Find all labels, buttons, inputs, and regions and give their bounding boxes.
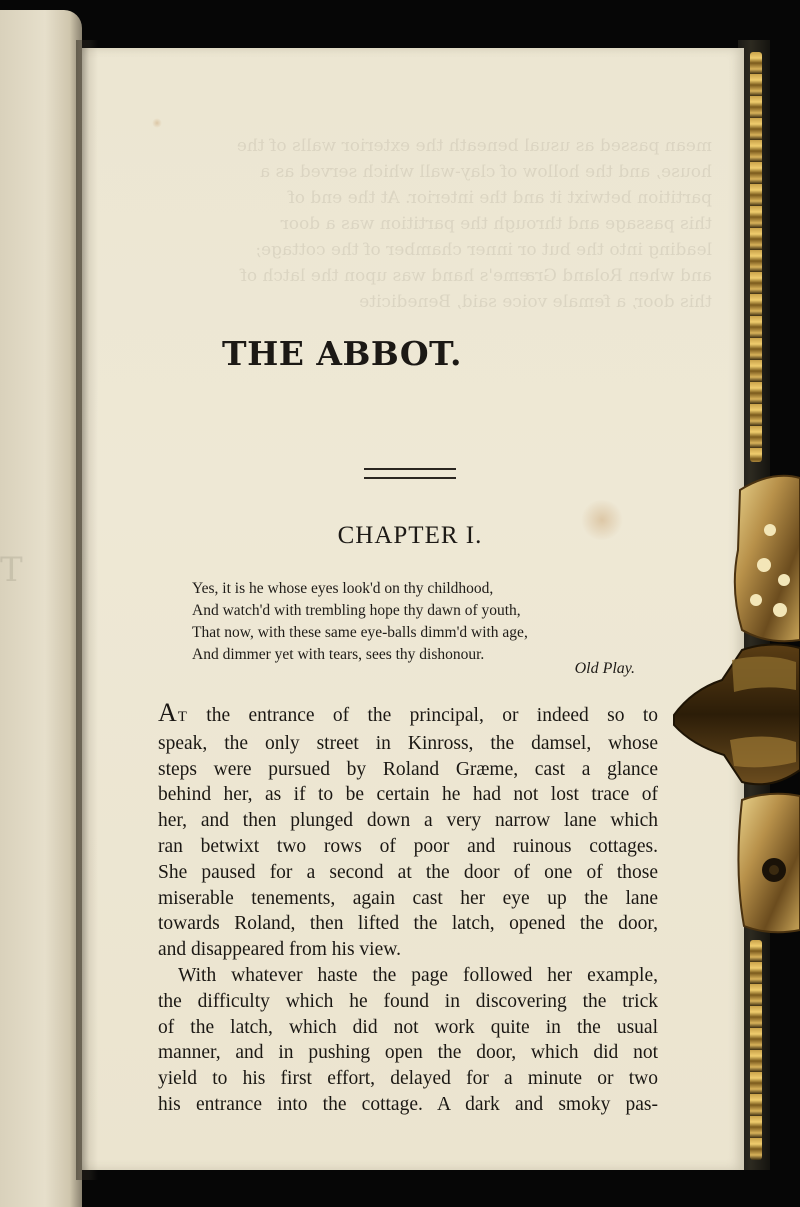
paragraph-1-line: speak, the only street in Kinross, the damsel, whose [158,732,658,754]
paragraph-1-line: and disappeared from his view. [158,939,401,961]
gilt-edge-top [750,52,762,462]
paragraph-1-line: She paused for a second at the door of one of those [158,861,658,883]
gilt-edge-bottom [750,940,762,1160]
title-divider-rule [364,468,456,479]
paragraph-2-line: of the latch, which did not work quite in the usual [158,1016,658,1038]
paragraph-2-line: the difficulty which he found in discovering the trick [158,990,658,1012]
brass-clasp-icon [672,470,800,940]
epigraph [192,578,642,666]
paragraph-2-line: yield to his first effort, delayed for a minute or two [158,1068,658,1090]
left-page-ghost-letter: T [0,550,23,590]
paragraph-1-line: ran betwixt two rows of poor and ruinous cottages. [158,835,658,857]
epigraph-line: Yes, it is he whose eyes look'd on thy childhood, [192,580,494,597]
reverse-page-show-through: mean passed as usual beneath the exterior walls of the house, and the hollow of clay-wall which served as a partition betwixt it and the interior. At the end of this passage and through the partition was a door leading into the but or inner chamber of the cottage; and when Roland Græme's hand was upon the latch of this door, a female voice said, Benedicite [236,136,712,312]
epigraph-line: And dimmer yet with tears, sees thy dishonour. [192,646,485,663]
paragraph-1-line: her, and then plunged down a very narrow lane which [158,810,658,832]
paragraph-1-line: towards Roland, then lifted the latch, opened the door, [158,913,658,935]
paragraph-1-line: behind her, as if to be certain he had not lost trace of [158,784,658,806]
paragraph-1-line [158,700,658,731]
left-facing-page [0,10,82,1207]
book-page [82,48,744,1170]
chapter-heading: CHAPTER I. [337,522,483,549]
chapter-body-text [158,700,658,1118]
epigraph-source: Old Play. [574,660,635,677]
small-caps: T [177,709,188,725]
paragraph-2-line: manner, and in pushing open the door, which did not [158,1042,658,1064]
line-text: the entrance of the principal, or indeed so to [187,705,658,726]
epigraph-line: And watch'd with trembling hope thy dawn of youth, [192,602,521,619]
page-stain [152,118,162,128]
book-title: THE ABBOT. [222,334,462,373]
drop-cap: A [158,698,178,727]
epigraph-line: That now, with these same eye-balls dimm'd with age, [192,624,528,641]
paragraph-1-line: steps were pursued by Roland Græme, cast a glance [158,758,658,780]
book-gutter-shadow [76,40,98,1180]
paragraph-1-line: miserable tenements, again cast her eye up the lane [158,887,658,909]
paragraph-2-line: his entrance into the cottage. A dark and smoky pas- [158,1093,658,1115]
paragraph-2-line: With whatever haste the page followed her example, [178,964,658,986]
